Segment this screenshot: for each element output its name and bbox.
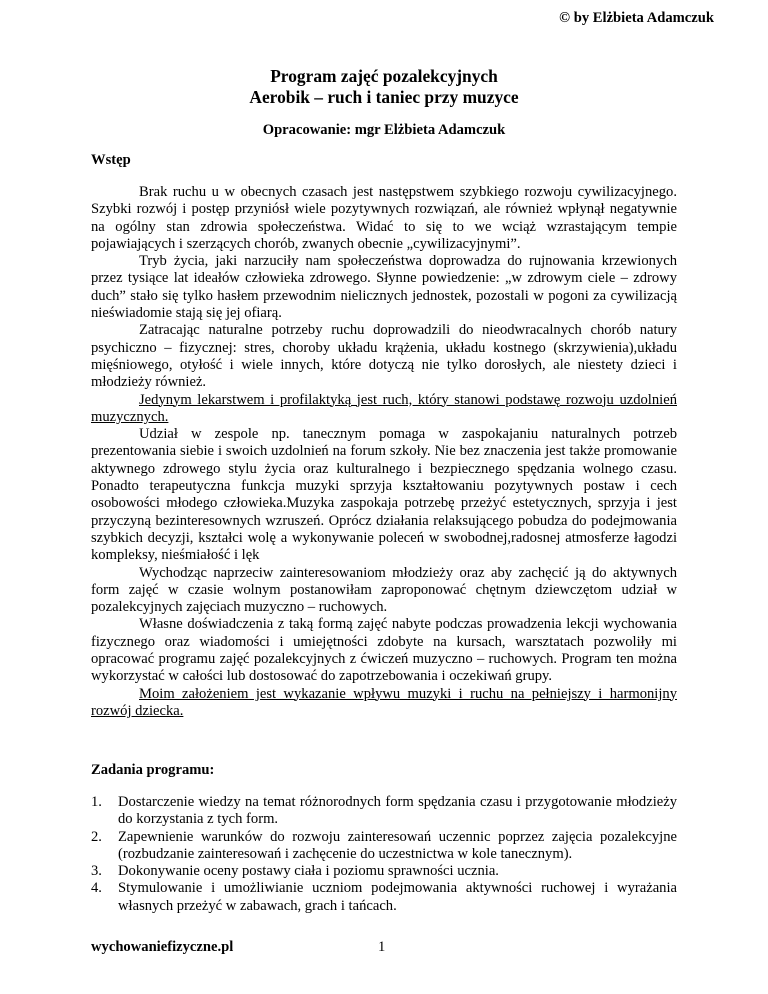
paragraph-7: Własne doświadczenia z taką formą zajęć nabyte podczas prowadzenia lekcji wychowania fizycznego oraz wiadomości i umiejętności zdobyte na kursach, warsztatach pozwoliły mi opracować programu zajęć pozalekcyjnych z ćwiczeń muzyczno – ruchowych. Program ten można wykorzystać w całości lub dostosować do zapotrzebowania i oczekiwań grupy. — [91, 616, 677, 685]
task-number: 2. — [91, 828, 102, 845]
task-text: Dostarczenie wiedzy na temat różnorodnych form spędzania czasu i przygotowanie młodzieży do korzystania z tych form. — [118, 794, 677, 828]
task-item — [91, 863, 677, 880]
title-line-1: Program zajęć pozalekcyjnych — [270, 66, 498, 86]
intro-body — [91, 184, 677, 720]
task-text: Stymulowanie i umożliwianie uczniom podejmowania aktywności ruchowej i wyrażania własnych przeżyć w zabawach, grach i tańcach. — [118, 880, 677, 914]
paragraph-8-underlined: Moim założeniem jest wykazanie wpływu muzyki i ruchu na pełniejszy i harmonijny rozwój dziecka. — [91, 685, 677, 719]
copyright-notice: © by Elżbieta Adamczuk — [559, 10, 714, 26]
footer-site: wychowaniefizyczne.pl — [91, 939, 234, 955]
task-number: 4. — [91, 880, 102, 897]
task-number: 3. — [91, 863, 102, 880]
paragraph-5: Udział w zespole np. tanecznym pomaga w zaspokajaniu naturalnych potrzeb prezentowania siebie i swoich uzdolnień na forum szkoły. Nie bez znaczenia jest także promowanie aktywnego zdrowego stylu życia oraz kulturalnego i bezpiecznego spędzania wolnego czasu. Ponadto terapeutyczna funkcja muzyki sprzyja kształtowaniu pozytywnych postaw i cech osobowości młodego człowieka.Muzyka zaspokaja potrzebę przeżyć estetycznych, sprzyja i jest przyczyną bezinteresownych wzruszeń. Oprócz działania relaksującego pobudza do podejmowania szybkich decyzji, kształci wolę a wykonywanie poleceń w swobodnej,radosnej atmosferze łagodzi kompleksy, nieśmiałość i lęk — [91, 426, 677, 564]
paragraph-3: Zatracając naturalne potrzeby ruchu doprowadzili do nieodwracalnych chorób natury psychiczno – fizycznej: stres, choroby układu krążenia, układu kostnego (skrzywienia),układu mięśniowego, otyłość i wiele innych, które dotyczą nie tylko dorosłych, ale niestety dzieci i młodzieży również. — [91, 322, 677, 391]
task-text: Dokonywanie oceny postawy ciała i poziomu sprawności ucznia. — [118, 863, 499, 880]
page-number: 1 — [378, 939, 386, 955]
task-item — [91, 880, 677, 915]
task-item — [91, 829, 677, 864]
paragraph-1: Brak ruchu u w obecnych czasach jest następstwem szybkiego rozwoju cywilizacyjnego. Szybki rozwój i postęp przyniósł wiele pozytywnych rozwiązań, ale również wpłynął negatywnie na ogólny stan zdrowia społeczeństwa. Widać to się to we wciąż wzrastającym tempie pojawiających i szerzących chorób, zwanych obecnie „cywilizacyjnymi”. — [91, 184, 677, 252]
paragraph-4 — [91, 392, 677, 427]
paragraph-2: Tryb życia, jaki narzuciły nam społeczeństwa doprowadza do rujnowania krzewionych przez tysiące lat ideałów człowieka zdrowego. Słynne powiedzenie: „w zdrowym ciele – zdrowy duch” stało się tylko hasłem przewodnim nielicznych jednostek, pozostali w pogoni za cywilizacją nieświadomie stają się jej ofiarą. — [91, 253, 677, 322]
tasks-heading: Zadania programu: — [91, 762, 215, 778]
task-number: 1. — [91, 794, 102, 810]
paragraph-6: Wychodząc naprzeciw zainteresowaniom młodzieży oraz aby zachęcić ją do aktywnych form zajęć w czasie wolnym postanowiłam zaproponować chętnym dziewczętom udział w pozalekcyjnych zajęciach muzyczno – ruchowych. — [91, 564, 677, 616]
task-item — [91, 794, 677, 829]
author-line: Opracowanie: mgr Elżbieta Adamczuk — [262, 122, 506, 138]
intro-heading: Wstęp — [91, 152, 131, 168]
paragraph-8 — [91, 686, 677, 721]
document-title — [0, 66, 768, 108]
tasks-list — [91, 794, 677, 915]
task-text: Zapewnienie warunków do rozwoju zainteresowań uczennic poprzez zajęcia pozalekcyjne (rozbudzanie zainteresowań i zachęcenie do uczestnictwa w kole tanecznym). — [118, 828, 677, 862]
paragraph-4-underlined: Jedynym lekarstwem i profilaktyką jest ruch, który stanowi podstawę rozwoju uzdolnień muzycznych. — [91, 391, 677, 425]
title-line-2: Aerobik – ruch i taniec przy muzyce — [249, 87, 519, 107]
